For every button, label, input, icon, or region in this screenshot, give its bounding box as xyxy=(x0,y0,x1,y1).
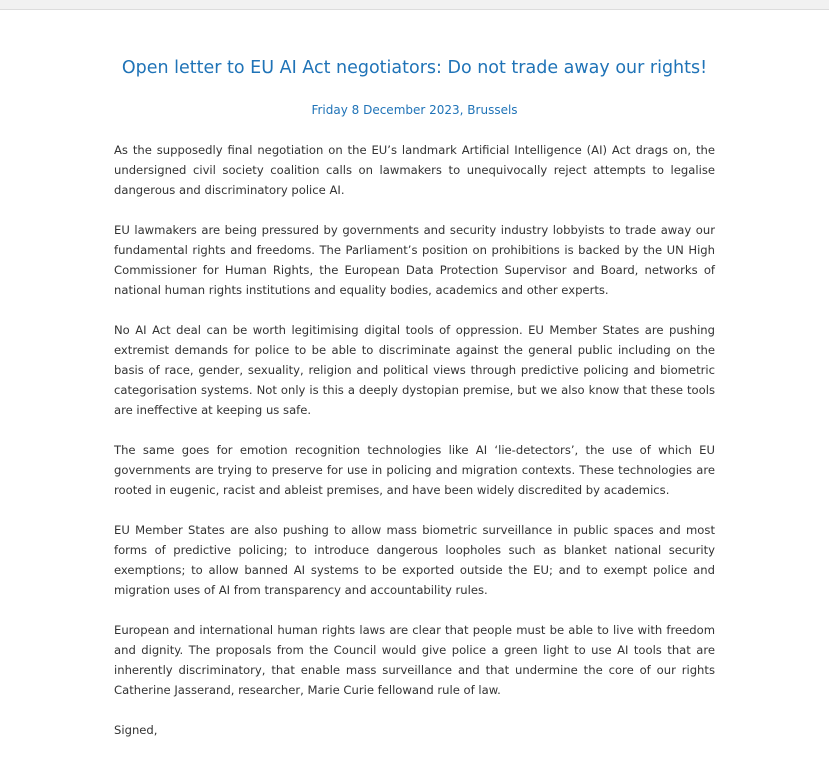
paragraph-5: EU Member States are also pushing to allow mass biometric surveillance in public spaces and most forms of predictive policing; to introduce dangerous loopholes such as blanket national security exemptions; to allow banned AI systems to be exported outside the EU; and to exempt police and migration uses of AI from transparency and accountability rules. xyxy=(114,523,715,597)
paragraph-6: European and international human rights laws are clear that people must be able to live with freedom and dignity. The proposals from the Council would give police a green light to use AI tools that are inherently discriminatory, that enable mass surveillance and that undermine the core of our rights Catherine Jasserand, researcher, Marie Curie fellowand rule of law. xyxy=(114,623,715,697)
browser-top-bar xyxy=(0,0,829,10)
dateline: Friday 8 December 2023, Brussels xyxy=(311,103,518,117)
paragraph-1: As the supposedly final negotiation on the EU’s landmark Artificial Intelligence (AI) Act drags on, the undersigned civil society coalition calls on lawmakers to unequivocally reject attempts to legalise dangerous and discriminatory police AI. xyxy=(114,143,715,197)
paragraph-2: EU lawmakers are being pressured by governments and security industry lobbyists to trade away our fundamental rights and freedoms. The Parliament’s position on prohibitions is backed by the UN High Commissioner for Human Rights, the European Data Protection Supervisor and Board, networks of national human rights institutions and equality bodies, academics and other experts. xyxy=(114,223,715,297)
signoff: Signed, xyxy=(114,723,158,737)
page-title: Open letter to EU AI Act negotiators: Do not trade away our rights! xyxy=(121,58,708,78)
paragraph-4: The same goes for emotion recognition technologies like AI ‘lie-detectors’, the use of which EU governments are trying to preserve for use in policing and migration contexts. These technologies are rooted in eugenic, racist and ableist premises, and have been widely discredited by academics. xyxy=(114,443,715,497)
letter-body xyxy=(114,140,715,740)
paragraph-3: No AI Act deal can be worth legitimising digital tools of oppression. EU Member States are pushing extremist demands for police to be able to discriminate against the general public including on the basis of race, gender, sexuality, religion and political views through predictive policing and biometric categorisation systems. Not only is this a deeply dystopian premise, but we also know that these tools are ineffective at keeping us safe. xyxy=(114,323,715,417)
